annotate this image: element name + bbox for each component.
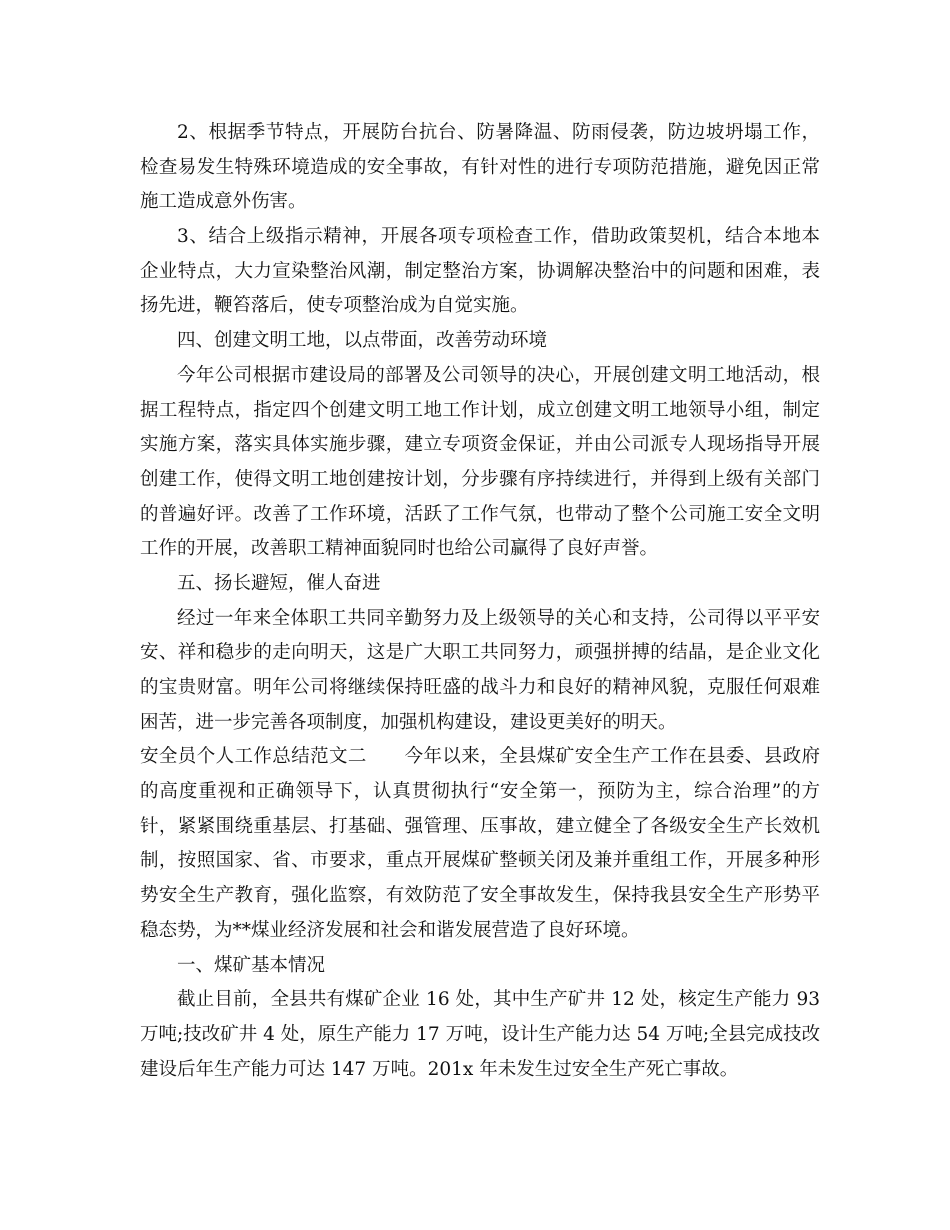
text-line: 建设后年生产能力可达 147 万吨。201x 年未发生过安全生产死亡事故。: [140, 1058, 739, 1080]
body-paragraph: [140, 359, 820, 567]
body-paragraph: [140, 983, 820, 1087]
text-line: 的普遍好评。改善了工作环境，活跃了工作气氛，也带动了整个公司施工安全文明: [140, 503, 820, 525]
text-line: 企业特点，大力宣染整治风潮，制定整治方案，协调解决整治中的问题和困难，表: [140, 260, 820, 282]
text-line: 今年公司根据市建设局的部署及公司领导的决心，开展创建文明工地活动，根: [177, 364, 820, 386]
text-line: 四、创建文明工地，以点带面，改善劳动环境: [177, 330, 548, 352]
text-line: 实施方案，落实具体实施步骤，建立专项资金保证，并由公司派专人现场指导开展: [140, 434, 820, 456]
text-line: 工作的开展，改善职工精神面貌同时也给公司赢得了良好声誉。: [140, 538, 659, 560]
text-line: 扬先进，鞭笞落后，使专项整治成为自觉实施。: [140, 295, 529, 317]
text-line: 五、扬长避短，催人奋进: [177, 572, 381, 594]
text-line: 2、根据季节特点，开展防台抗台、防暑降温、防雨侵袭，防边坡坍塌工作，: [177, 122, 820, 143]
text-line: 据工程特点，指定四个创建文明工地工作计划，成立创建文明工地领导小组，制定: [140, 399, 820, 421]
section-heading: [140, 324, 820, 359]
text-line: 安全员个人工作总结范文二 今年以来，全县煤矿安全生产工作在县委、县政府: [140, 746, 820, 768]
text-line: 截止目前，全县共有煤矿企业 16 处，其中生产矿井 12 处，核定生产能力 93: [177, 989, 820, 1011]
text-line: 稳态势，为**煤业经济发展和社会和谐发展营造了良好环境。: [140, 919, 640, 941]
text-line: 一、煤矿基本情况: [177, 954, 326, 976]
text-line: 势安全生产教育，强化监察，有效防范了安全事故发生，保持我县安全生产形势平: [140, 885, 820, 907]
text-line: 创建工作，使得文明工地创建按计划，分步骤有序持续进行，并得到上级有关部门: [140, 468, 820, 490]
body-paragraph: [140, 116, 820, 220]
text-line: 检查易发生特殊环境造成的安全事故，有针对性的进行专项防范措施，避免因正常: [140, 156, 820, 178]
body-paragraph: [140, 220, 820, 324]
text-line: 施工造成意外伤害。: [140, 191, 307, 213]
text-line: 3、结合上级指示精神，开展各项专项检查工作，借助政策契机，结合本地本: [177, 226, 820, 248]
body-paragraph: [140, 740, 820, 948]
section-heading: [140, 949, 820, 984]
text-line: 制，按照国家、省、市要求，重点开展煤矿整顿关闭及兼并重组工作，开展多种形: [140, 850, 820, 872]
text-line: 的高度重视和正确领导下，认真贯彻执行“安全第一，预防为主，综合治理”的方: [140, 781, 820, 803]
text-line: 困苦，进一步完善各项制度，加强机构建设，建设更美好的明天。: [140, 711, 677, 733]
body-paragraph: [140, 602, 820, 741]
text-line: 的宝贵财富。明年公司将继续保持旺盛的战斗力和良好的精神风貌，克服任何艰难: [140, 677, 820, 698]
text-line: 安、祥和稳步的走向明天，这是广大职工共同努力，顽强拼搏的结晶，是企业文化: [140, 642, 820, 664]
text-line: 针，紧紧围绕重基层、打基础、强管理、压事故，建立健全了各级安全生产长效机: [140, 815, 820, 837]
text-line: 万吨;技改矿井 4 处，原生产能力 17 万吨，设计生产能力达 54 万吨;全县完成技改: [140, 1023, 821, 1045]
section-heading: [140, 567, 820, 602]
document-page: [140, 116, 820, 1087]
text-line: 经过一年来全体职工共同辛勤努力及上级领导的关心和支持，公司得以平平安: [177, 607, 820, 629]
